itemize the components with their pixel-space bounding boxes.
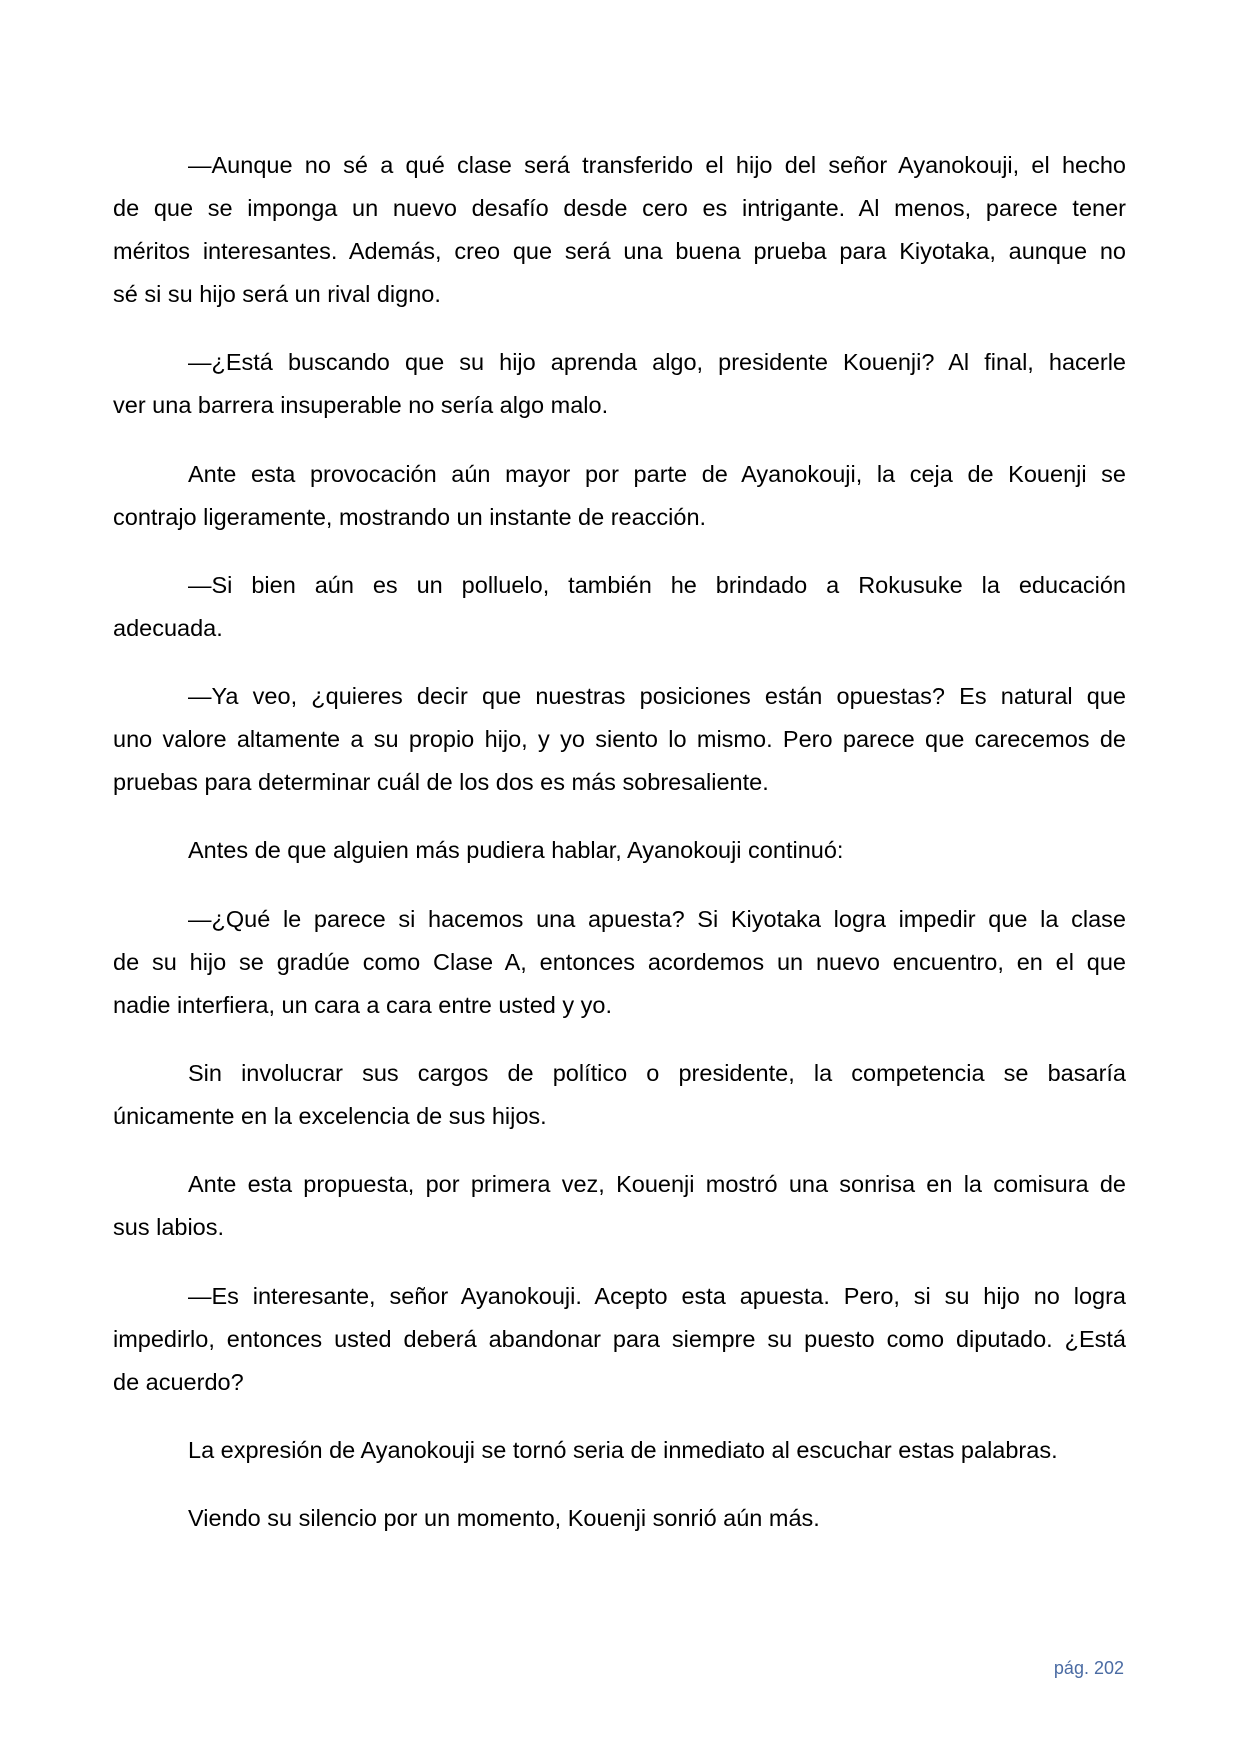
text-line: únicamente en la excelencia de sus hijos. bbox=[113, 1103, 547, 1130]
text-line: —Aunque no sé a qué clase será transferido el hijo del señor Ayanokouji, el hecho bbox=[188, 152, 1126, 178]
paragraph bbox=[113, 1052, 1126, 1138]
text-line: —Ya veo, ¿quieres decir que nuestras posiciones están opuestas? Es natural que bbox=[188, 683, 1126, 710]
text-line: pruebas para determinar cuál de los dos es más sobresaliente. bbox=[113, 769, 769, 796]
paragraph bbox=[113, 675, 1126, 804]
text-line: La expresión de Ayanokouji se tornó seria de inmediato al escuchar estas palabras. bbox=[188, 1436, 1058, 1463]
paragraph bbox=[113, 1429, 1126, 1472]
text-line: Viendo su silencio por un momento, Kouenji sonrió aún más. bbox=[188, 1505, 820, 1532]
text-line: Antes de que alguien más pudiera hablar, Ayanokouji continuó: bbox=[188, 837, 844, 864]
text-line: de su hijo se gradúe como Clase A, entonces acordemos un nuevo encuentro, en el que bbox=[113, 948, 1126, 975]
text-line: sus labios. bbox=[113, 1214, 225, 1241]
text-line: sé si su hijo será un rival digno. bbox=[113, 281, 441, 307]
paragraph bbox=[113, 1275, 1126, 1404]
paragraph bbox=[113, 144, 1126, 316]
text-line: —¿Está buscando que su hijo aprenda algo, presidente Kouenji? Al final, hacerle bbox=[188, 349, 1126, 376]
text-line: Sin involucrar sus cargos de político o presidente, la competencia se basaría bbox=[188, 1060, 1126, 1087]
paragraph bbox=[113, 898, 1126, 1027]
paragraph bbox=[113, 829, 1126, 872]
text-line: —Si bien aún es un polluelo, también he brindado a Rokusuke la educación bbox=[188, 571, 1126, 598]
text-line: impedirlo, entonces usted deberá abandonar para siempre su puesto como diputado. ¿Está bbox=[113, 1325, 1126, 1352]
paragraph bbox=[113, 1163, 1126, 1249]
paragraph bbox=[113, 453, 1126, 539]
paragraph bbox=[113, 564, 1126, 650]
text-line: de acuerdo? bbox=[113, 1368, 244, 1395]
paragraph bbox=[113, 341, 1126, 427]
body-text bbox=[113, 144, 1126, 1566]
text-line: contrajo ligeramente, mostrando un instante de reacción. bbox=[113, 503, 707, 530]
text-line: Ante esta propuesta, por primera vez, Kouenji mostró una sonrisa en la comisura de bbox=[188, 1171, 1126, 1198]
text-line: —Es interesante, señor Ayanokouji. Acepto esta apuesta. Pero, si su hijo no logra bbox=[188, 1282, 1126, 1309]
paragraph bbox=[113, 1497, 1126, 1540]
page-number: pág. 202 bbox=[1053, 1658, 1124, 1678]
text-line: —¿Qué le parece si hacemos una apuesta? Si Kiyotaka logra impedir que la clase bbox=[188, 905, 1126, 932]
text-line: ver una barrera insuperable no sería algo malo. bbox=[113, 392, 609, 419]
text-line: uno valore altamente a su propio hijo, y yo siento lo mismo. Pero parece que carecemos de bbox=[113, 726, 1126, 753]
text-line: de que se imponga un nuevo desafío desde cero es intrigante. Al menos, parece tener bbox=[113, 195, 1126, 221]
text-line: Ante esta provocación aún mayor por parte de Ayanokouji, la ceja de Kouenji se bbox=[188, 460, 1126, 487]
text-line: adecuada. bbox=[113, 614, 223, 641]
text-line: nadie interfiera, un cara a cara entre usted y yo. bbox=[113, 991, 613, 1018]
text-line: méritos interesantes. Además, creo que será una buena prueba para Kiyotaka, aunque no bbox=[113, 238, 1126, 264]
